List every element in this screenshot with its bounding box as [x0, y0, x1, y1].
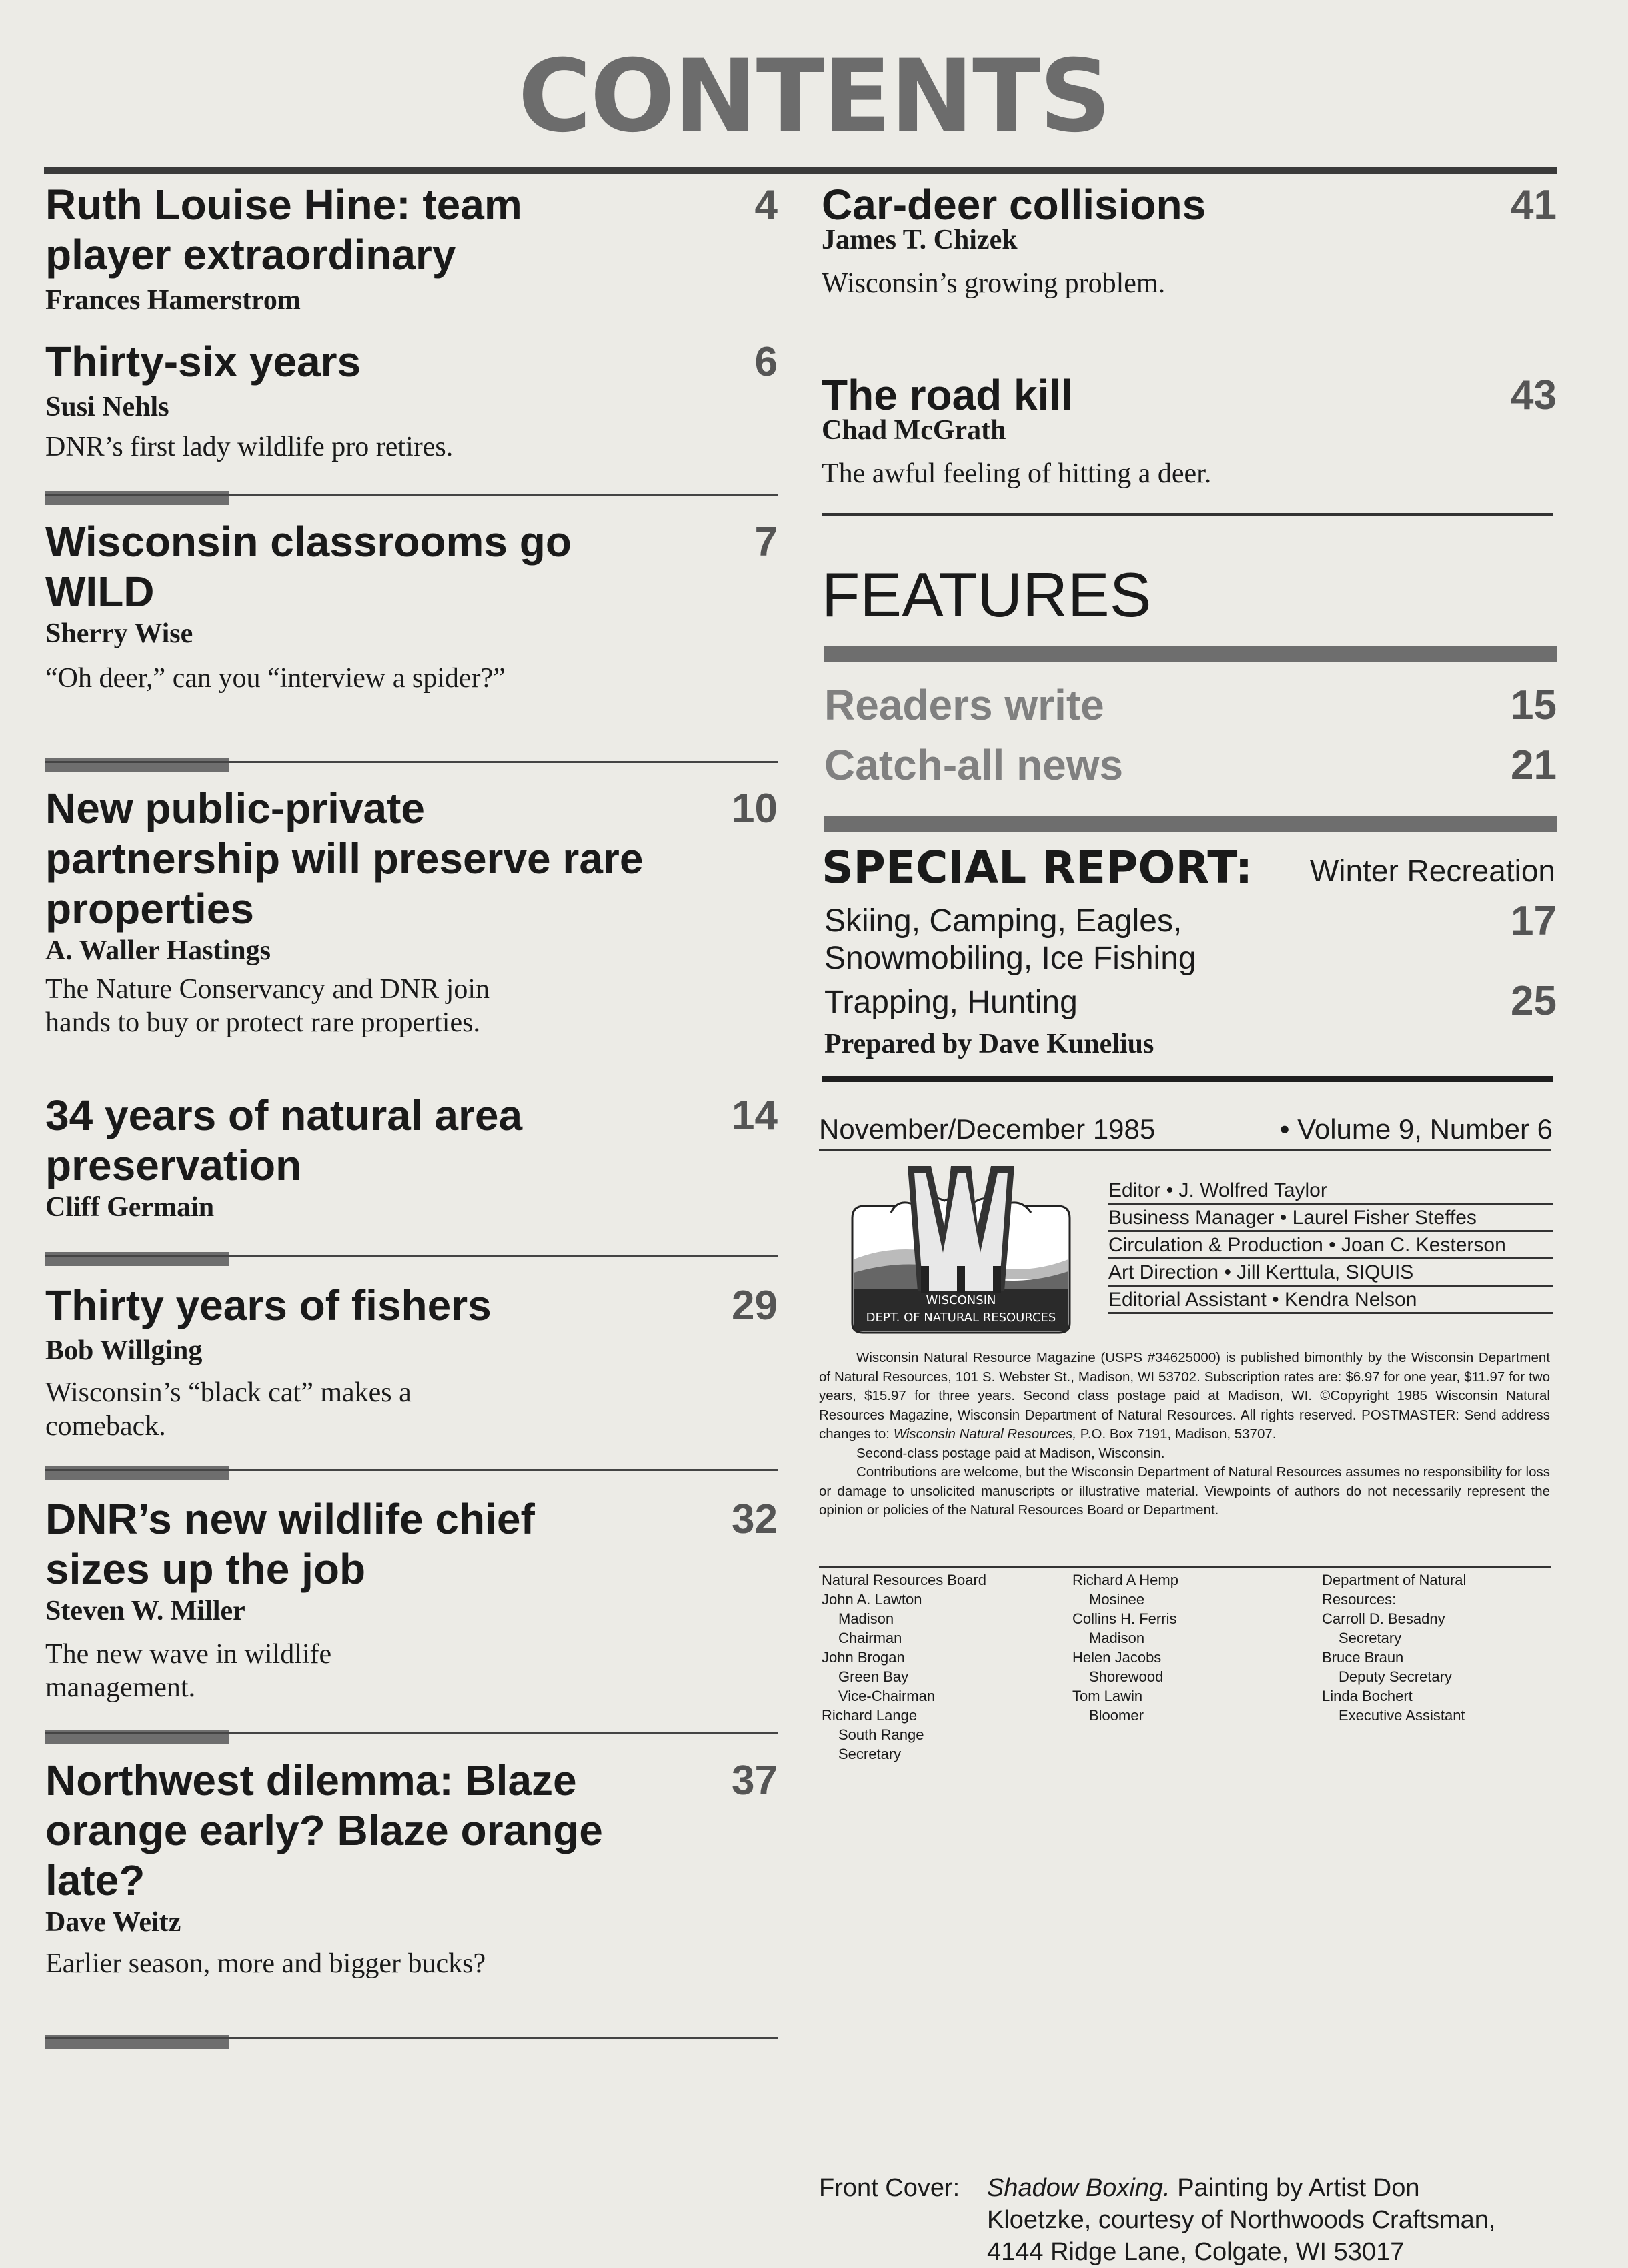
staff-line: Editorial Assistant • Kendra Nelson: [1108, 1287, 1553, 1314]
board-column-2-list: [1072, 1570, 1319, 1725]
special-report-prepared-by: Prepared by Dave Kunelius: [824, 1029, 1154, 1059]
article-author: Steven W. Miller: [45, 1596, 245, 1626]
section-rule: [822, 513, 1553, 516]
special-report-subtitle: Winter Recreation: [1309, 853, 1555, 888]
board-entry: Vice-Chairman: [838, 1688, 936, 1704]
staff-line: Circulation & Production • Joan C. Kesterson: [1108, 1232, 1553, 1259]
board-entry: Bruce Braun: [1322, 1649, 1404, 1666]
issue-volume: • Volume 9, Number 6: [1279, 1113, 1553, 1145]
notice-text: Wisconsin Natural Resource Magazine (USPS #34625000) is published bimonthly by the Wisconsin Department of Natural Resources, 101 S. Webster St., Madison, WI 53702. Subscription rates are: $6.97 for one year, $11.97 for two years, $15.97 for three years. Second class postage paid at Madison, WI. ©Copyright 1985 Wisconsin Natural Resources Magazine, Wisconsin Department of Natural Resources. All rights reserved. POSTMASTER: Send address changes to:: [819, 1350, 1550, 1442]
publication-notice-p2: Second-class postage paid at Madison, Wisconsin.: [856, 1445, 1165, 1461]
staff-list: [1108, 1177, 1553, 1314]
article-title: Northwest dilemma: Blaze orange early? Blaze orange late?: [45, 1756, 603, 1904]
feature-item-page: 15: [1511, 682, 1557, 728]
staff-line: Editor • J. Wolfred Taylor: [1108, 1177, 1553, 1205]
board-column-3-list: [1322, 1570, 1553, 1725]
article-page-number: 32: [732, 1496, 778, 1542]
article-title: 34 years of natural area preservation: [45, 1091, 523, 1189]
front-cover-label: Front Cover:: [819, 2174, 960, 2202]
publication-notice-p1: [819, 1349, 1550, 1444]
features-bar: [824, 646, 1557, 662]
header-rule: [44, 167, 1557, 174]
board-entry: Richard Lange: [822, 1707, 918, 1724]
article-page-number: 29: [732, 1283, 778, 1329]
article-author: Frances Hamerstrom: [45, 285, 301, 316]
section-rule: [45, 1469, 778, 1471]
article-page-number: 7: [754, 519, 778, 565]
front-cover-line1: [987, 2172, 1561, 2204]
board-entry: Secretary: [838, 1746, 902, 1762]
dnr-logo: [844, 1166, 1078, 1335]
article-page-number: 43: [1511, 372, 1557, 418]
cover-painting-title: Shadow Boxing.: [987, 2174, 1170, 2202]
special-report-page: 25: [1511, 978, 1557, 1024]
front-cover-line3: 4144 Ridge Lane, Colgate, WI 53017: [987, 2238, 1405, 2266]
board-entry: Mosinee: [1089, 1591, 1145, 1608]
feature-item-title[interactable]: Readers write: [824, 681, 1104, 729]
article-description: Earlier season, more and bigger bucks?: [45, 1948, 486, 1979]
special-report-item-line2: Snowmobiling, Ice Fishing: [824, 941, 1196, 976]
article-author: Sherry Wise: [45, 618, 193, 649]
special-report-page: 17: [1511, 898, 1557, 944]
board-entry: Deputy Secretary: [1339, 1668, 1452, 1685]
article-title: Thirty years of fishers: [45, 1281, 492, 1329]
board-entry: Madison: [1089, 1630, 1145, 1646]
article-description: DNR’s first lady wildlife pro retires.: [45, 432, 454, 462]
article-description: The new wave in wildlife management.: [45, 1639, 332, 1703]
article-author: Bob Willging: [45, 1335, 203, 1366]
board-entry: Carroll D. Besadny: [1322, 1610, 1445, 1627]
article-description: “Oh deer,” can you “interview a spider?”: [45, 663, 506, 694]
issue-rule: [819, 1149, 1551, 1151]
article-description: The awful feeling of hitting a deer.: [822, 458, 1212, 489]
article-description: Wisconsin’s growing problem.: [822, 268, 1166, 299]
logo-text-line2: DEPT. OF NATURAL RESOURCES: [866, 1311, 1056, 1325]
board-entry: Green Bay: [838, 1668, 909, 1685]
board-column-2: [1072, 1570, 1319, 1725]
board-entry: Secretary: [1339, 1630, 1402, 1646]
article-title: DNR’s new wildlife chief sizes up the job: [45, 1495, 535, 1593]
board-entry: Shorewood: [1089, 1668, 1164, 1685]
board-entry: John A. Lawton: [822, 1591, 922, 1608]
board-entry: Richard A Hemp: [1072, 1572, 1178, 1588]
staff-line: Art Direction • Jill Kerttula, SIQUIS: [1108, 1259, 1553, 1287]
article-page-number: 10: [732, 786, 778, 832]
board-entry: Collins H. Ferris: [1072, 1610, 1177, 1627]
front-cover-line2: Kloetzke, courtesy of Northwoods Craftsman,: [987, 2206, 1496, 2234]
special-report-rule: [822, 1076, 1553, 1082]
features-bar-bottom: [824, 816, 1557, 832]
cover-credit: Painting by Artist Don: [1170, 2174, 1420, 2202]
legal-rule: [819, 1566, 1551, 1568]
section-rule: [45, 1255, 778, 1257]
article-title: Wisconsin classrooms go WILD: [45, 518, 572, 616]
issue-date: November/December 1985: [819, 1113, 1156, 1145]
article-author: Susi Nehls: [45, 392, 169, 422]
board-entry: Linda Bochert: [1322, 1688, 1413, 1704]
article-description: Wisconsin’s “black cat” makes a comeback.: [45, 1377, 412, 1442]
special-report-label: SPECIAL REPORT:: [822, 842, 1253, 893]
board-entry: Executive Assistant: [1339, 1707, 1465, 1724]
publication-notice: [819, 1349, 1550, 1520]
board-entry: Bloomer: [1089, 1707, 1144, 1724]
notice-text: P.O. Box 7191, Madison, 53707.: [1076, 1426, 1277, 1442]
right-column: [819, 180, 1557, 2266]
publication-notice-p3: Contributions are welcome, but the Wisconsin Department of Natural Resources assumes no responsibility for loss or damage to unsolicited manuscripts or illustrative material. Viewpoints of authors do not necessarily represent the opinion or policies of the Natural Resources Board or Department.: [819, 1464, 1550, 1518]
article-title: New public-private partnership will preserve rare properties: [45, 784, 644, 933]
article-description: The Nature Conservancy and DNR join hands to buy or protect rare properties.: [45, 974, 490, 1038]
board-column-1: [822, 1570, 1068, 1764]
board-entry: Chairman: [838, 1630, 902, 1646]
board-entry: Resources:: [1322, 1591, 1397, 1608]
article-author: Dave Weitz: [45, 1907, 181, 1938]
section-rule: [45, 1732, 778, 1734]
special-report-item[interactable]: Skiing, Camping, Eagles,: [824, 903, 1182, 939]
section-rule: [45, 494, 778, 496]
special-report-item[interactable]: Trapping, Hunting: [824, 985, 1078, 1020]
article-author: A. Waller Hastings: [45, 935, 271, 966]
article-page-number: 41: [1511, 182, 1557, 228]
article-title: Ruth Louise Hine: team player extraordinary: [45, 181, 522, 279]
feature-item-title[interactable]: Catch-all news: [824, 741, 1124, 789]
board-entry: Natural Resources Board: [822, 1572, 987, 1588]
article-page-number: 6: [754, 339, 778, 385]
article-author: James T. Chizek: [822, 225, 1018, 255]
article-title: Thirty-six years: [45, 338, 361, 386]
article-page-number: 37: [732, 1758, 778, 1804]
notice-italic: Wisconsin Natural Resources,: [893, 1426, 1077, 1442]
article-author: Cliff Germain: [45, 1192, 215, 1223]
section-rule: [45, 2037, 778, 2039]
contents-heading: CONTENTS: [518, 39, 1110, 155]
section-rule: [45, 761, 778, 763]
article-title: Car-deer collisions: [822, 181, 1206, 229]
board-entry: Helen Jacobs: [1072, 1649, 1162, 1666]
board-column-1-list: [822, 1570, 1068, 1764]
board-column-3: [1322, 1570, 1553, 1725]
feature-item-page: 21: [1511, 742, 1557, 788]
article-page-number: 14: [732, 1093, 778, 1139]
staff-line: Business Manager • Laurel Fisher Steffes: [1108, 1205, 1553, 1232]
board-entry: John Brogan: [822, 1649, 905, 1666]
board-entry: Department of Natural: [1322, 1572, 1467, 1588]
left-column: [45, 180, 778, 2061]
features-heading: FEATURES: [822, 560, 1152, 630]
article-page-number: 4: [754, 182, 778, 228]
article-author: Chad McGrath: [822, 415, 1006, 446]
board-entry: Madison: [838, 1610, 894, 1627]
article-title: The road kill: [822, 371, 1073, 419]
board-entry: Tom Lawin: [1072, 1688, 1143, 1704]
board-entry: South Range: [838, 1726, 924, 1743]
logo-text-line1: WISCONSIN: [926, 1293, 996, 1307]
